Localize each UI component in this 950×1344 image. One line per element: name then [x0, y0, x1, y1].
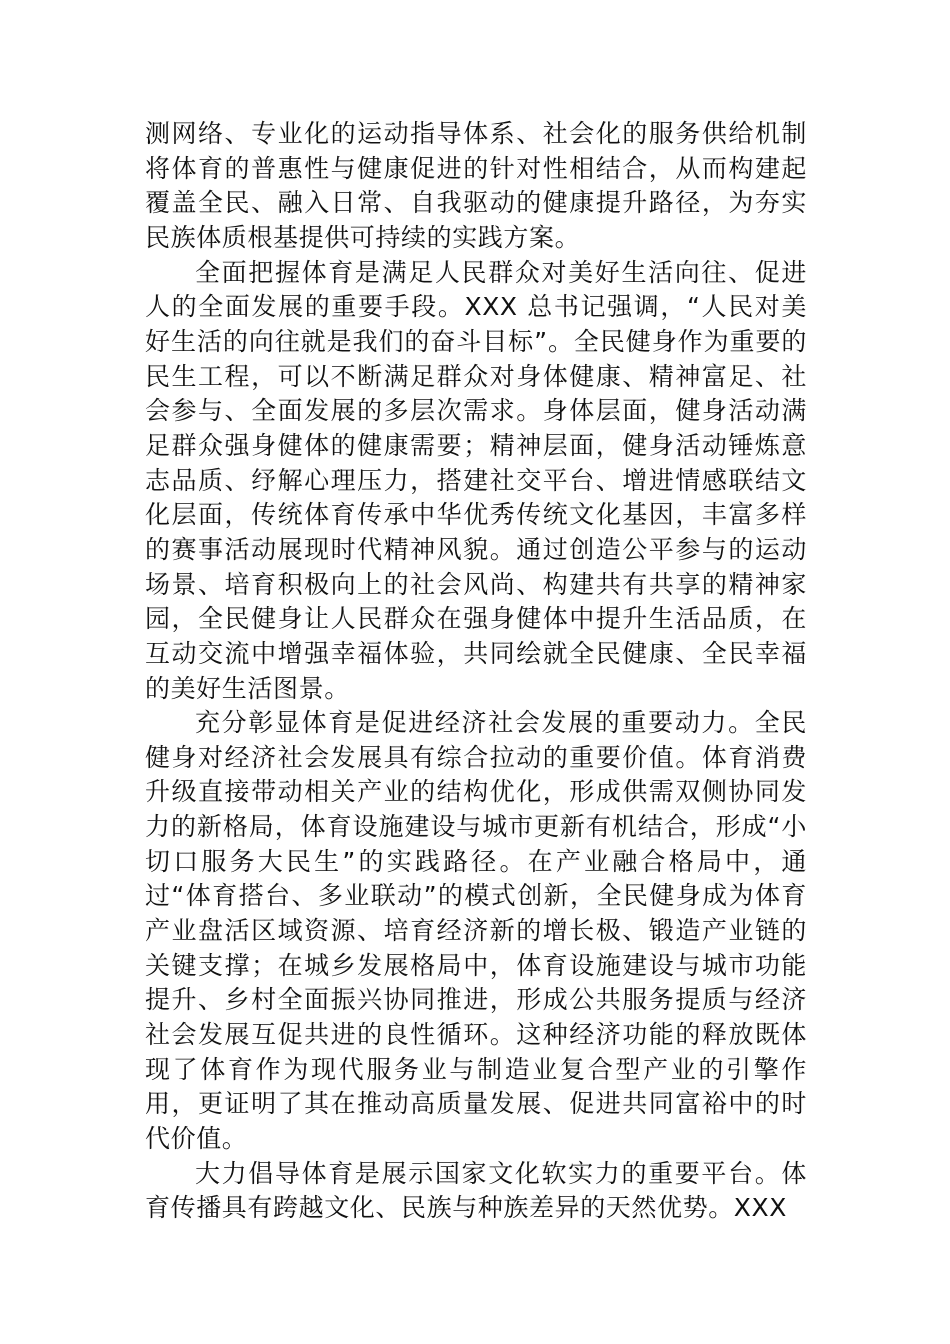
document-body [145, 117, 807, 1226]
paragraph-cultural-soft-power: 大力倡导体育是展示国家文化软实力的重要平台。体育传播具有跨越文化、民族与种族差异的天然优势。XXX [145, 1158, 807, 1223]
paragraph-people-wellbeing: 全面把握体育是满足人民群众对美好生活向往、促进人的全面发展的重要手段。XXX 总书记强调，“人民对美好生活的向往就是我们的奋斗目标”。全民健身作为重要的民生工程，可以不断满足群众对身体健康、精神富足、社会参与、全面发展的多层次需求。身体层面，健身活动满足群众强身健体的健康需要；精神层面，健身活动锤炼意志品质、纾解心理压力，搭建社交平台、增进情感联结文化层面，传统体育传承中华优秀传统文化基因，丰富多样的赛事活动展现时代精神风貌。通过创造公平参与的运动场景、培育积极向上的社会风尚、构建共有共享的精神家园，全民健身让人民群众在强身健体中提升生活品质，在互动交流中增强幸福体验，共同绘就全民健康、全民幸福的美好生活图景。 [145, 257, 807, 703]
paragraph-continuation: 测网络、专业化的运动指导体系、社会化的服务供给机制将体育的普惠性与健康促进的针对性相结合，从而构建起覆盖全民、融入日常、自我驱动的健康提升路径，为夯实民族体质根基提供可持续的实践方案。 [145, 119, 807, 252]
paragraph-economic-development: 充分彰显体育是促进经济社会发展的重要动力。全民健身对经济社会发展具有综合拉动的重要价值。体育消费升级直接带动相关产业的结构优化，形成供需双侧协同发力的新格局，体育设施建设与城市更新有机结合，形成“小切口服务大民生”的实践路径。在产业融合格局中，通过“体育搭台、多业联动”的模式创新，全民健身成为体育产业盘活区域资源、培育经济新的增长极、锻造产业链的关键支撑；在城乡发展格局中，体育设施建设与城市功能提升、乡村全面振兴协同推进，形成公共服务提质与经济社会发展互促共进的良性循环。这种经济功能的释放既体现了体育作为现代服务业与制造业复合型产业的引擎作用，更证明了其在推动高质量发展、促进共同富裕中的时代价值。 [145, 708, 807, 1154]
